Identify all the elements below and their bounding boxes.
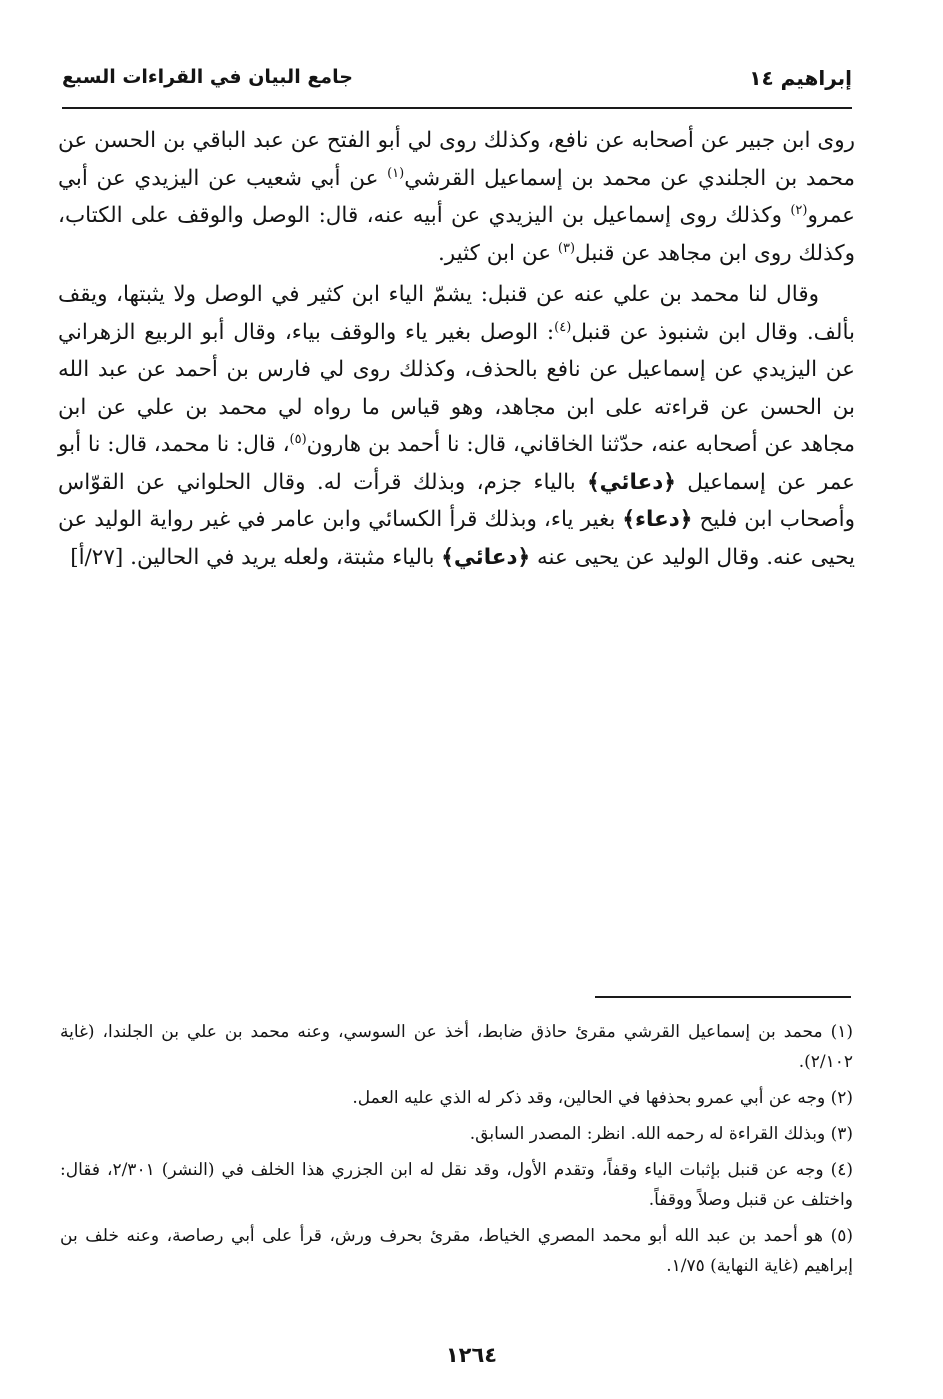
footnote-text: وجه عن أبي عمرو بحذفها في الحالين، وقد ذكر له الذي عليه العمل. (352, 1088, 826, 1108)
paragraph-2 (58, 276, 855, 576)
text-segment: وكذلك روى إسماعيل بن اليزيدي عن أبيه عنه، قال: الوصل والوقف على الكتاب، وكذلك روى ابن مجاهد عن قنبل (58, 203, 855, 266)
quranic-word: ﴿دعائي﴾ (441, 544, 531, 570)
text-segment: بالياء جزم، وبذلك قرأت له. وقال الحلواني عن القوّاس وأصحاب ابن فليح (58, 469, 855, 532)
header-rule (62, 107, 852, 109)
page-number: ١٢٦٤ (445, 1343, 498, 1367)
footnote-number: (١) (830, 1022, 854, 1042)
book-title: جامع البيان في القراءات السبع (62, 66, 353, 88)
footnote-2 (60, 1083, 853, 1113)
text-segment: بالياء مثبتة، ولعله يريد في الحالين. [٢٧/أ] (70, 544, 442, 570)
footnote-1 (60, 1017, 853, 1077)
footnote-text: هو أحمد بن عبد الله أبو محمد المصري الخياط، مقرئ بحرف ورش، قرأ على أبي رصاصة، وعنه خلف بن إبراهيم (غاية النهاية) ١/٧٥. (60, 1226, 853, 1276)
footnote-text: وجه عن قنبل بإثبات الياء وقفاً، وتقدم الأول، وقد نقل له ابن الجزري هذا الخلف في (النشر) ٢/٣٠١، فقال: واختلف عن قنبل وصلاً ووقفاً. (60, 1160, 853, 1210)
footnote-number: (٥) (830, 1226, 853, 1246)
footnote-rule (595, 996, 851, 998)
text-segment: : الوصل بغير ياء والوقف بياء، وقال أبو الربيع الزهراني عن اليزيدي عن إسماعيل عن نافع بالحذف، وكذلك روى لي فارس بن أحمد عن عبد الله بن الحسن عن قراءته على ابن مجاهد، وهو قياس ما رواه لي محمد بن علي عن ابن مجاهد عن أصحابه عنه، حدّثنا الخاقاني، قال: نا أحمد بن هارون (58, 319, 855, 457)
text-segment: ، قال: نا محمد، قال: نا أبو عمر عن إسماعيل (58, 432, 855, 495)
quranic-word: ﴿دعائي﴾ (587, 469, 676, 495)
footnote-5 (60, 1221, 853, 1281)
footnote-4 (60, 1155, 853, 1215)
footnote-ref-4: (٤) (554, 319, 572, 335)
paragraph-1 (58, 122, 855, 272)
footnote-text: وبذلك القراءة له رحمه الله. انظر: المصدر السابق. (469, 1124, 826, 1144)
footnote-ref-1: (١) (387, 165, 405, 181)
quranic-word: ﴿دعاء﴾ (622, 507, 693, 532)
text-segment: عن ابن كثير. (437, 240, 558, 266)
running-header (62, 66, 852, 100)
footnote-text: محمد بن إسماعيل القرشي مقرئ حاذق ضابط، أخذ عن السوسي، وعنه محمد بن علي بن الجلندا، (غاية ٢/١٠٢). (60, 1022, 853, 1072)
text-segment: بغير ياء، وبذلك قرأ الكسائي وابن عامر في غير رواية الوليد عن يحيى عنه. وقال الوليد عن يحيى عنه (58, 507, 855, 570)
footnote-ref-5: (٥) (289, 431, 307, 447)
text-segment: عن أبي شعيب عن اليزيدي عن أبي عمرو (58, 165, 855, 228)
footnote-number: (٣) (830, 1124, 853, 1144)
footnote-number: (٢) (830, 1088, 853, 1108)
footnote-3 (60, 1119, 853, 1149)
sura-header: إبراهيم ١٤ (749, 66, 852, 90)
text-segment: وقال لنا محمد بن علي عنه عن قنبل: يشمّ الياء ابن كثير في الوصل ولا يثبتها، ويقف بألف. وقال ابن شنبوذ عن قنبل (58, 282, 855, 345)
main-text (58, 122, 855, 576)
footnote-number: (٤) (830, 1160, 853, 1180)
text-segment: روى ابن جبير عن أصحابه عن نافع، وكذلك روى لي أبو الفتح عن عبد الباقي بن الحسن عن محمد بن الجلندي عن محمد بن إسماعيل القرشي (58, 128, 855, 191)
footnote-ref-2: (٢) (790, 202, 808, 218)
footnotes (60, 1017, 853, 1287)
footnote-ref-3: (٣) (557, 240, 576, 256)
